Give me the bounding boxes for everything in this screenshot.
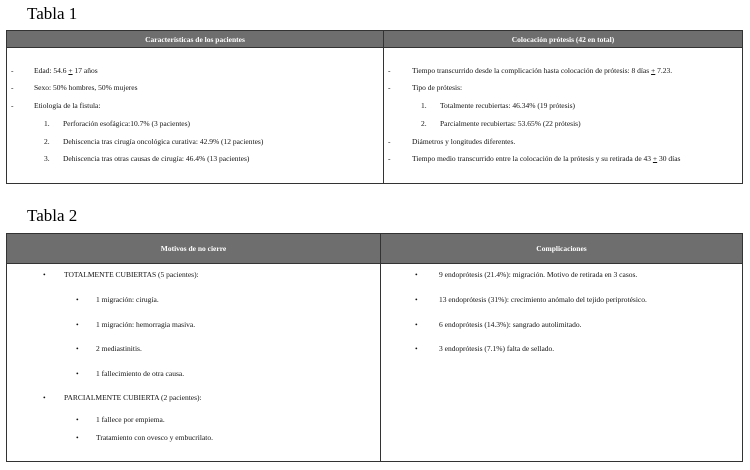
etiology-item: Perforación esofágica:10.7% (3 pacientes) xyxy=(63,119,191,128)
table1-title: Tabla 1 xyxy=(27,4,78,23)
non-closure-reason: Tratamiento con ovesco y embucrilato. xyxy=(96,433,213,442)
bullet-marker: • xyxy=(43,393,46,402)
bullet-marker: • xyxy=(76,369,79,378)
table2-right-header: Complicaciones xyxy=(381,234,742,264)
non-closure-reason: 1 migración: hemorragia masiva. xyxy=(96,320,196,329)
dash-marker: - xyxy=(11,66,14,75)
fully-covered-group: TOTALMENTE CUBIERTAS (5 pacientes): xyxy=(64,270,199,279)
bullet-marker: • xyxy=(415,320,418,329)
table1 xyxy=(6,30,743,184)
partially-covered-group: PARCIALMENTE CUBIERTA (2 pacientes): xyxy=(64,393,202,402)
bullet-marker: • xyxy=(76,433,79,442)
dash-marker: - xyxy=(388,137,391,146)
table1-right-header: Colocación prótesis (42 en total) xyxy=(384,31,742,48)
non-closure-reason: 1 fallecimiento de otra causa. xyxy=(96,369,185,378)
table2-title: Tabla 2 xyxy=(27,206,78,225)
dash-marker: - xyxy=(388,154,391,163)
mean-time-to-removal: Tiempo medio transcurrido entre la colocación de la prótesis y su retirada de 43 + 30 días xyxy=(412,154,681,163)
non-closure-reason: 2 mediastinitis. xyxy=(96,344,142,353)
dash-marker: - xyxy=(11,101,14,110)
diameters-note: Diámetros y longitudes diferentes. xyxy=(412,137,516,146)
list-number: 2. xyxy=(421,119,427,128)
bullet-marker: • xyxy=(415,344,418,353)
complication-item: 13 endoprótesis (31%): crecimiento anómalo del tejido periprotésico. xyxy=(439,295,647,304)
bullet-marker: • xyxy=(76,320,79,329)
bullet-marker: • xyxy=(43,270,46,279)
non-closure-reason: 1 migración: cirugía. xyxy=(96,295,159,304)
list-number: 1. xyxy=(421,101,427,110)
non-closure-reason: 1 fallece por empiema. xyxy=(96,415,165,424)
bullet-marker: • xyxy=(415,295,418,304)
complication-item: 6 endoprótesis (14.3%): sangrado autolimitado. xyxy=(439,320,582,329)
prosthesis-type-label: Tipo de prótesis: xyxy=(412,83,463,92)
list-number: 1. xyxy=(44,119,50,128)
prosthesis-type-item: Totalmente recubiertas: 46.34% (19 prótesis) xyxy=(440,101,576,110)
dash-marker: - xyxy=(388,66,391,75)
list-number: 2. xyxy=(44,137,50,146)
patient-sex: Sexo: 50% hombres, 50% mujeres xyxy=(34,83,138,92)
table1-left-header: Características de los pacientes xyxy=(7,31,383,48)
table2 xyxy=(6,233,743,462)
bullet-marker: • xyxy=(76,344,79,353)
complication-item: 9 endoprótesis (21.4%): migración. Motivo de retirada en 3 casos. xyxy=(439,270,638,279)
time-to-prosthesis: Tiempo transcurrido desde la complicación hasta colocación de prótesis: 8 días + 7.23. xyxy=(412,66,673,75)
complication-item: 3 endoprótesis (7.1%) falta de sellado. xyxy=(439,344,555,353)
list-number: 3. xyxy=(44,154,50,163)
table2-left-header: Motivos de no cierre xyxy=(7,234,380,264)
patient-age: Edad: 54.6 + 17 años xyxy=(34,66,98,75)
dash-marker: - xyxy=(11,83,14,92)
dash-marker: - xyxy=(388,83,391,92)
bullet-marker: • xyxy=(76,415,79,424)
etiology-item: Dehiscencia tras cirugía oncológica curativa: 42.9% (12 pacientes) xyxy=(63,137,264,146)
fistula-etiology-label: Etiología de la fistula: xyxy=(34,101,101,110)
prosthesis-type-item: Parcialmente recubiertas: 53.65% (22 prótesis) xyxy=(440,119,581,128)
table1-column-divider xyxy=(383,31,384,183)
bullet-marker: • xyxy=(415,270,418,279)
etiology-item: Dehiscencia tras otras causas de cirugía: 46.4% (13 pacientes) xyxy=(63,154,250,163)
bullet-marker: • xyxy=(76,295,79,304)
table2-column-divider xyxy=(380,234,381,461)
